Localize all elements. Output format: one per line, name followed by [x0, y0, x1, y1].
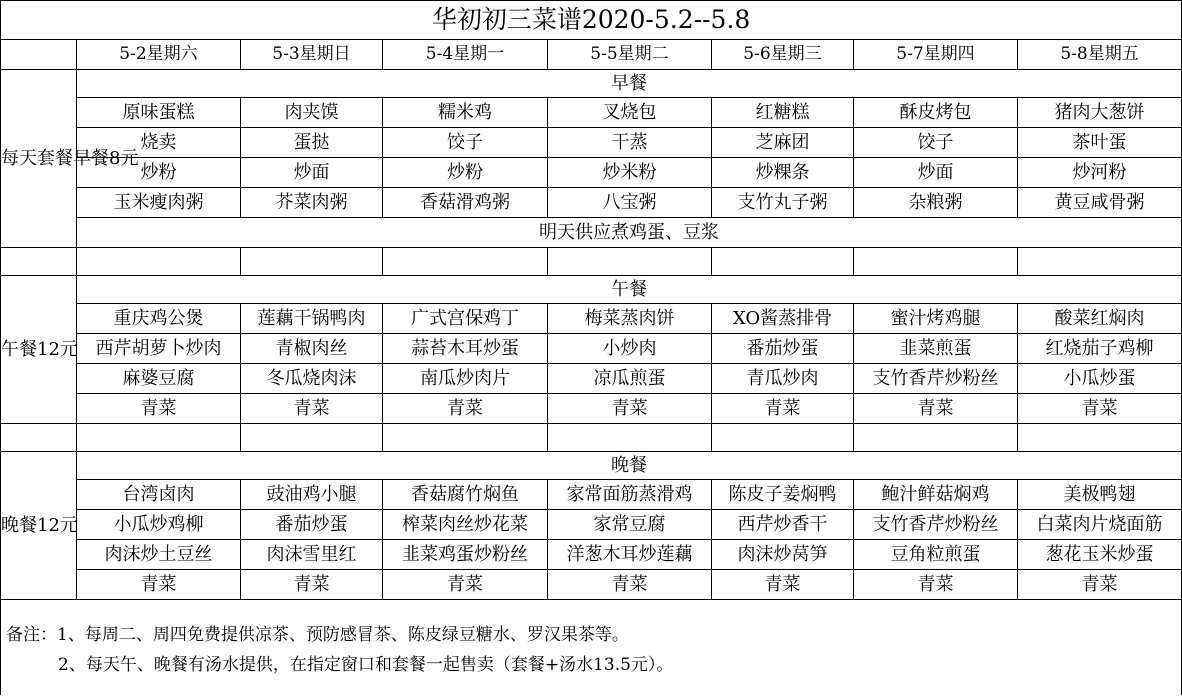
lunch-meal-label: 午餐12元 [1, 276, 77, 424]
dish-cell: 炒粿条 [712, 158, 854, 188]
empty-cell [1018, 248, 1182, 276]
lunch-section-title: 午餐 [77, 276, 1182, 304]
dish-cell: 黄豆咸骨粥 [1018, 188, 1182, 218]
table-row [1, 158, 1182, 188]
breakfast-note-row [1, 218, 1182, 248]
dish-cell: 青菜 [712, 394, 854, 424]
dish-cell: 青菜 [548, 570, 712, 600]
table-row [1, 98, 1182, 128]
dish-cell: 青菜 [1018, 394, 1182, 424]
dish-cell: 红烧茄子鸡柳 [1018, 334, 1182, 364]
dish-cell: 蒜苔木耳炒蛋 [383, 334, 548, 364]
day-header: 5-4星期一 [383, 40, 548, 70]
day-header: 5-7星期四 [854, 40, 1018, 70]
table-row [1, 128, 1182, 158]
dish-cell: 支竹香芹炒粉丝 [854, 364, 1018, 394]
dish-cell: 韭菜煎蛋 [854, 334, 1018, 364]
dish-cell: 肉沫雪里红 [241, 540, 383, 570]
dish-cell: 冬瓜烧肉沫 [241, 364, 383, 394]
dish-cell: 杂粮粥 [854, 188, 1018, 218]
dish-cell: 饺子 [383, 128, 548, 158]
dish-cell: 原味蛋糕 [77, 98, 241, 128]
dish-cell: 西芹胡萝卜炒肉 [77, 334, 241, 364]
dish-cell: 芝麻团 [712, 128, 854, 158]
dish-cell: 豆角粒煎蛋 [854, 540, 1018, 570]
dish-cell: 韭菜鸡蛋炒粉丝 [383, 540, 548, 570]
empty-row [1, 248, 1182, 276]
dish-cell: 南瓜炒肉片 [383, 364, 548, 394]
dish-cell: 炒河粉 [1018, 158, 1182, 188]
table-row [1, 540, 1182, 570]
dish-cell: 玉米瘦肉粥 [77, 188, 241, 218]
dish-cell: 蜜汁烤鸡腿 [854, 304, 1018, 334]
dish-cell: 酸菜红焖肉 [1018, 304, 1182, 334]
dish-cell: 梅菜蒸肉饼 [548, 304, 712, 334]
empty-cell [548, 424, 712, 452]
dish-cell: 茶叶蛋 [1018, 128, 1182, 158]
dish-cell: 肉沫炒土豆丝 [77, 540, 241, 570]
dish-cell: 香菇腐竹焖鱼 [383, 480, 548, 510]
dish-cell: 糯米鸡 [383, 98, 548, 128]
empty-cell [383, 248, 548, 276]
dish-cell: 鲍汁鲜菇焖鸡 [854, 480, 1018, 510]
dish-cell: 烧卖 [77, 128, 241, 158]
empty-cell [241, 424, 383, 452]
table-row [1, 364, 1182, 394]
breakfast-meal-label: 每天套餐早餐8元 [1, 70, 77, 248]
notes [6, 620, 673, 680]
note-line-2: 2、每天午、晚餐有汤水提供，在指定窗口和套餐一起售卖（套餐+汤水13.5元）。 [58, 655, 674, 675]
dish-cell: 炒面 [854, 158, 1018, 188]
note-line-1: 备注：1、每周二、周四免费提供凉茶、预防感冒茶、陈皮绿豆糖水、罗汉果茶等。 [6, 625, 629, 645]
dish-cell: 炒粉 [77, 158, 241, 188]
menu-title: 华初初三菜谱2020-5.2--5.8 [1, 1, 1182, 40]
day-header: 5-5星期二 [548, 40, 712, 70]
dish-cell: 青菜 [1018, 570, 1182, 600]
dish-cell: 肉夹馍 [241, 98, 383, 128]
dish-cell: 西芹炒香干 [712, 510, 854, 540]
empty-row [1, 424, 1182, 452]
dish-cell: 支竹丸子粥 [712, 188, 854, 218]
day-header: 5-8星期五 [1018, 40, 1182, 70]
days-header-row [1, 40, 1182, 70]
day-header: 5-3星期日 [241, 40, 383, 70]
empty-cell [548, 248, 712, 276]
empty-cell [1, 248, 77, 276]
dish-cell: 八宝粥 [548, 188, 712, 218]
dish-cell: 洋葱木耳炒莲藕 [548, 540, 712, 570]
dish-cell: 猪肉大葱饼 [1018, 98, 1182, 128]
dish-cell: 葱花玉米炒蛋 [1018, 540, 1182, 570]
dish-cell: 支竹香芹炒粉丝 [854, 510, 1018, 540]
dish-cell: 青菜 [383, 570, 548, 600]
dish-cell: 重庆鸡公煲 [77, 304, 241, 334]
empty-cell [1, 424, 77, 452]
dish-cell: 青菜 [241, 570, 383, 600]
dish-cell: 饺子 [854, 128, 1018, 158]
dinner-meal-label: 晚餐12元 [1, 452, 77, 600]
dish-cell: 番茄炒蛋 [712, 334, 854, 364]
dish-cell: 豉油鸡小腿 [241, 480, 383, 510]
dish-cell: 家常豆腐 [548, 510, 712, 540]
lunch-section-row [1, 276, 1182, 304]
empty-cell [77, 424, 241, 452]
dish-cell: 番茄炒蛋 [241, 510, 383, 540]
dish-cell: 白菜肉片烧面筋 [1018, 510, 1182, 540]
table-row [1, 188, 1182, 218]
table-row [1, 304, 1182, 334]
dish-cell: 红糖糕 [712, 98, 854, 128]
dinner-section-row [1, 452, 1182, 480]
day-header: 5-6星期三 [712, 40, 854, 70]
dish-cell: 干蒸 [548, 128, 712, 158]
dish-cell: 凉瓜煎蛋 [548, 364, 712, 394]
breakfast-note: 明天供应煮鸡蛋、豆浆 [77, 218, 1182, 248]
dish-cell: 榨菜肉丝炒花菜 [383, 510, 548, 540]
dish-cell: 家常面筋蒸滑鸡 [548, 480, 712, 510]
dish-cell: 麻婆豆腐 [77, 364, 241, 394]
corner-cell [1, 40, 77, 70]
dish-cell: 蛋挞 [241, 128, 383, 158]
empty-cell [854, 248, 1018, 276]
table-row [1, 394, 1182, 424]
breakfast-section-row [1, 70, 1182, 98]
breakfast-section-title: 早餐 [77, 70, 1182, 98]
dinner-section-title: 晚餐 [77, 452, 1182, 480]
dish-cell: 炒粉 [383, 158, 548, 188]
day-header: 5-2星期六 [77, 40, 241, 70]
dish-cell: 香菇滑鸡粥 [383, 188, 548, 218]
dish-cell: 小炒肉 [548, 334, 712, 364]
dish-cell: 台湾卤肉 [77, 480, 241, 510]
dish-cell: 炒米粉 [548, 158, 712, 188]
dish-cell: 青菜 [712, 570, 854, 600]
dish-cell: 青菜 [548, 394, 712, 424]
table-row [1, 334, 1182, 364]
table-row [1, 480, 1182, 510]
dish-cell: 青菜 [854, 570, 1018, 600]
dish-cell: 炒面 [241, 158, 383, 188]
empty-cell [77, 248, 241, 276]
table-row [1, 510, 1182, 540]
dish-cell: 小瓜炒鸡柳 [77, 510, 241, 540]
dish-cell: 青菜 [77, 570, 241, 600]
dish-cell: 青菜 [383, 394, 548, 424]
dish-cell: 叉烧包 [548, 98, 712, 128]
dish-cell: 青瓜炒肉 [712, 364, 854, 394]
dish-cell: 青椒肉丝 [241, 334, 383, 364]
empty-cell [712, 248, 854, 276]
dish-cell: 小瓜炒蛋 [1018, 364, 1182, 394]
empty-cell [383, 424, 548, 452]
dish-cell: 芥菜肉粥 [241, 188, 383, 218]
dish-cell: 广式宫保鸡丁 [383, 304, 548, 334]
dish-cell: 陈皮子姜焖鸭 [712, 480, 854, 510]
dish-cell: 青菜 [241, 394, 383, 424]
empty-cell [854, 424, 1018, 452]
dish-cell: 莲藕干锅鸭肉 [241, 304, 383, 334]
dish-cell: 美极鸭翅 [1018, 480, 1182, 510]
dish-cell: 酥皮烤包 [854, 98, 1018, 128]
dish-cell: 青菜 [77, 394, 241, 424]
dish-cell: 青菜 [854, 394, 1018, 424]
table-row [1, 570, 1182, 600]
empty-cell [241, 248, 383, 276]
dish-cell: 肉沫炒莴笋 [712, 540, 854, 570]
dish-cell: XO酱蒸排骨 [712, 304, 854, 334]
empty-cell [1018, 424, 1182, 452]
empty-cell [712, 424, 854, 452]
